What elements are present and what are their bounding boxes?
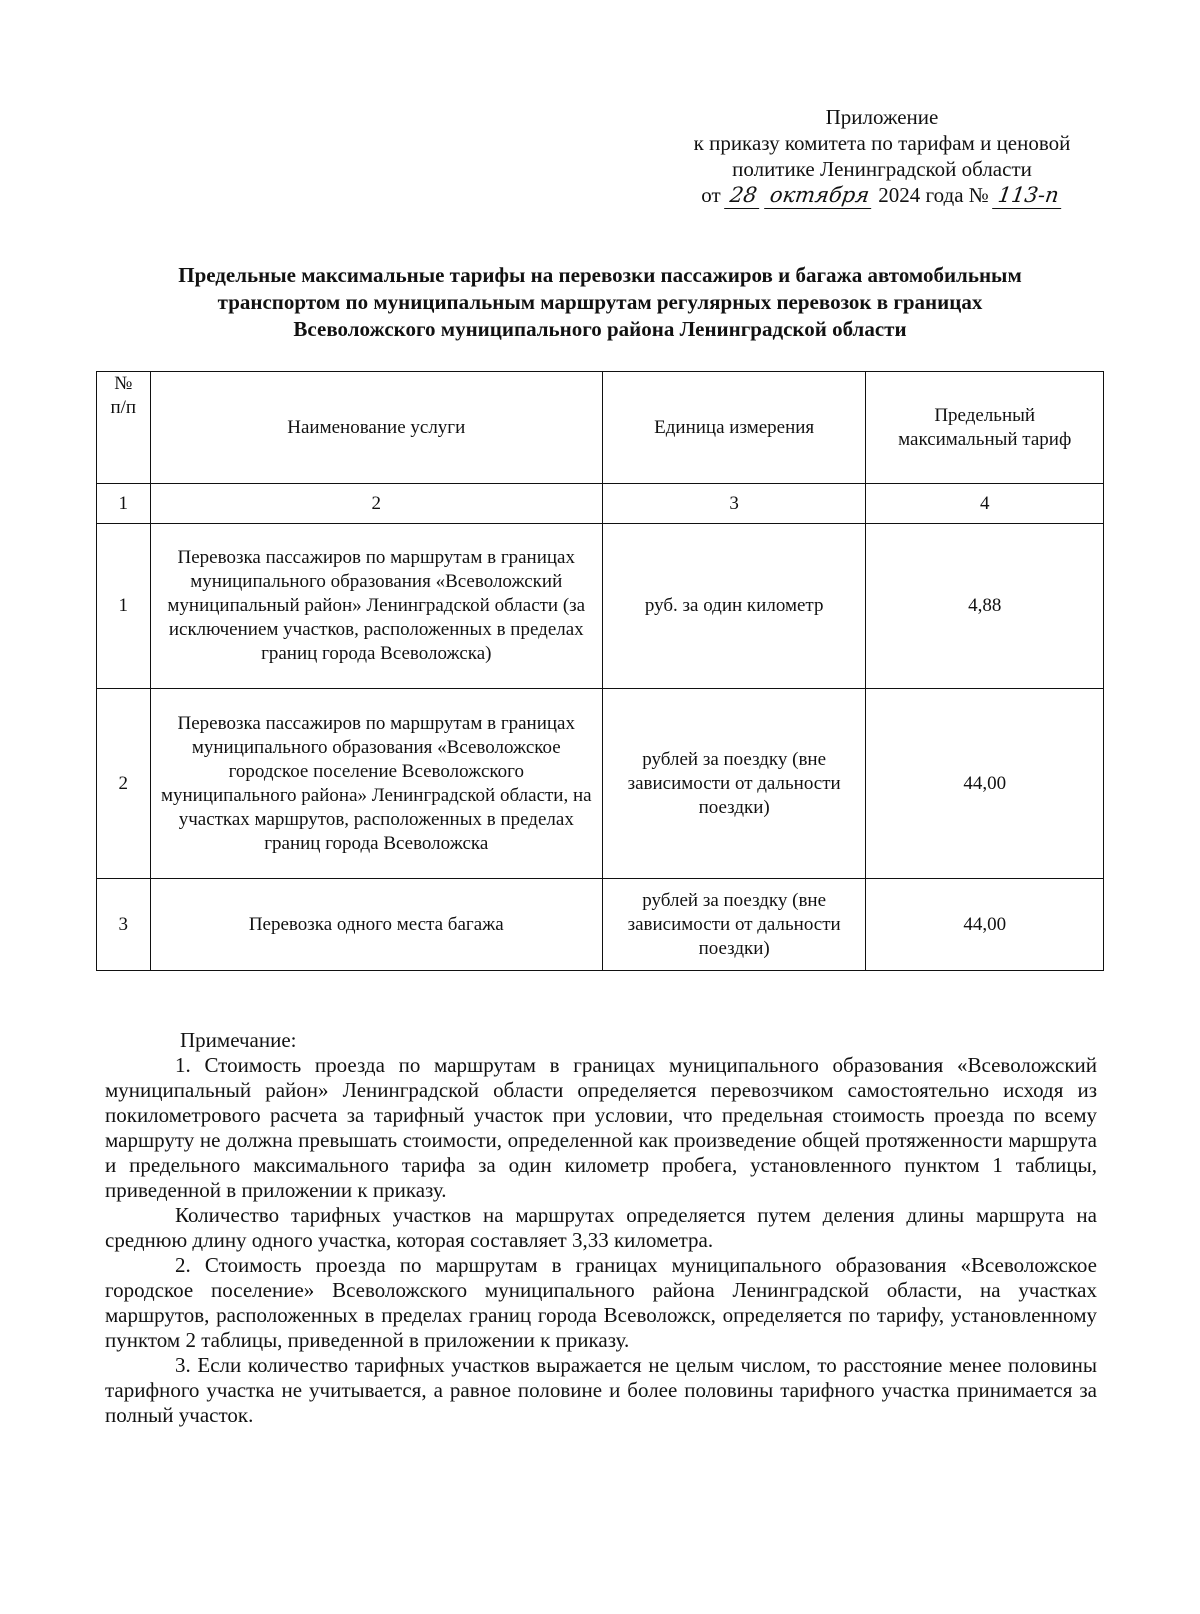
header-num: № п/п	[97, 372, 151, 484]
header-service-name: Наименование услуги	[150, 372, 602, 484]
row-tariff: 4,88	[866, 524, 1104, 689]
row-tariff: 44,00	[866, 689, 1104, 879]
title-line-2: транспортом по муниципальным маршрутам регулярных перевозок в границах	[217, 290, 983, 314]
table-row	[97, 879, 1104, 971]
note-paragraph-4: 3. Если количество тарифных участков выражается не целым числом, то расстояние менее половины тарифного участка не учитывается, а равное половине и более половины тарифного участка принимается за полный участок.	[105, 1353, 1097, 1427]
header-max-tariff: Предельный максимальный тариф	[866, 372, 1104, 484]
order-date-line	[652, 182, 1112, 209]
handwritten-month: октября	[764, 182, 875, 209]
note-paragraph-3: 2. Стоимость проезда по маршрутам в границах муниципального образования «Всеволожское городское поселение» Всеволожского муниципального района Ленинградской области, на участках маршрутов, расположенных в пределах границ города Всеволожск, определяется по тарифу, установленному пунктом 2 таблицы, приведенной в приложении к приказу.	[105, 1253, 1097, 1352]
note-paragraph-2: Количество тарифных участков на маршрутах определяется путем деления длины маршрута на среднюю длину одного участка, которая составляет 3,33 километра.	[105, 1203, 1097, 1252]
date-prefix: от	[701, 183, 721, 207]
note-paragraph-1: 1. Стоимость проезда по маршрутам в границах муниципального образования «Всеволожский муниципальный район» Ленинградской области определяется перевозчиком самостоятельно исходя из покилометрового расчета за тарифный участок при условии, что предельная стоимость проезда по всему маршруту не должна превышать стоимости, определенной как произведение общей протяженности маршрута и предельного максимального тарифа за один километр пробега, установленного пунктом 1 таблицы, приведенной в приложении к приказу.	[105, 1053, 1097, 1202]
row-unit: руб. за один километр	[602, 524, 865, 689]
title-line-1: Предельные максимальные тарифы на перевозки пассажиров и багажа автомобильным	[178, 263, 1022, 287]
committee-line: политике Ленинградской области	[732, 157, 1032, 181]
handwritten-day: 28	[724, 182, 763, 209]
tariff-table	[96, 371, 1104, 971]
year-text: 2024 года №	[878, 183, 989, 207]
row-tariff: 44,00	[866, 879, 1104, 971]
table-header-row	[97, 372, 1104, 484]
row-service-name: Перевозка пассажиров по маршрутам в границах муниципального образования «Всеволожское городское поселение Всеволожского муниципального района» Ленинградской области, на участках маршрутов, расположенных в пределах границ города Всеволожска	[150, 689, 602, 879]
handwritten-order-number: 113-п	[992, 182, 1064, 209]
appendix-header	[652, 104, 1112, 209]
row-service-name: Перевозка пассажиров по маршрутам в границах муниципального образования «Всеволожский муниципальный район» Ленинградской области (за исключением участков, расположенных в пределах границ города Всеволожска)	[150, 524, 602, 689]
row-num: 1	[97, 524, 151, 689]
index-cell: 1	[97, 484, 151, 524]
notes-section	[105, 1028, 1097, 1428]
row-unit: рублей за поездку (вне зависимости от дальности поездки)	[602, 879, 865, 971]
order-reference-line: к приказу комитета по тарифам и ценовой	[693, 131, 1071, 155]
table-row	[97, 689, 1104, 879]
index-cell: 4	[866, 484, 1104, 524]
row-unit: рублей за поездку (вне зависимости от дальности поездки)	[602, 689, 865, 879]
row-num: 2	[97, 689, 151, 879]
title-line-3: Всеволожского муниципального района Ленинградской области	[293, 317, 907, 341]
index-cell: 3	[602, 484, 865, 524]
header-unit: Единица измерения	[602, 372, 865, 484]
row-service-name: Перевозка одного места багажа	[150, 879, 602, 971]
notes-heading: Примечание:	[180, 1028, 297, 1052]
table-index-row	[97, 484, 1104, 524]
table-row	[97, 524, 1104, 689]
appendix-label: Приложение	[825, 105, 939, 129]
document-title	[100, 262, 1100, 343]
index-cell: 2	[150, 484, 602, 524]
row-num: 3	[97, 879, 151, 971]
